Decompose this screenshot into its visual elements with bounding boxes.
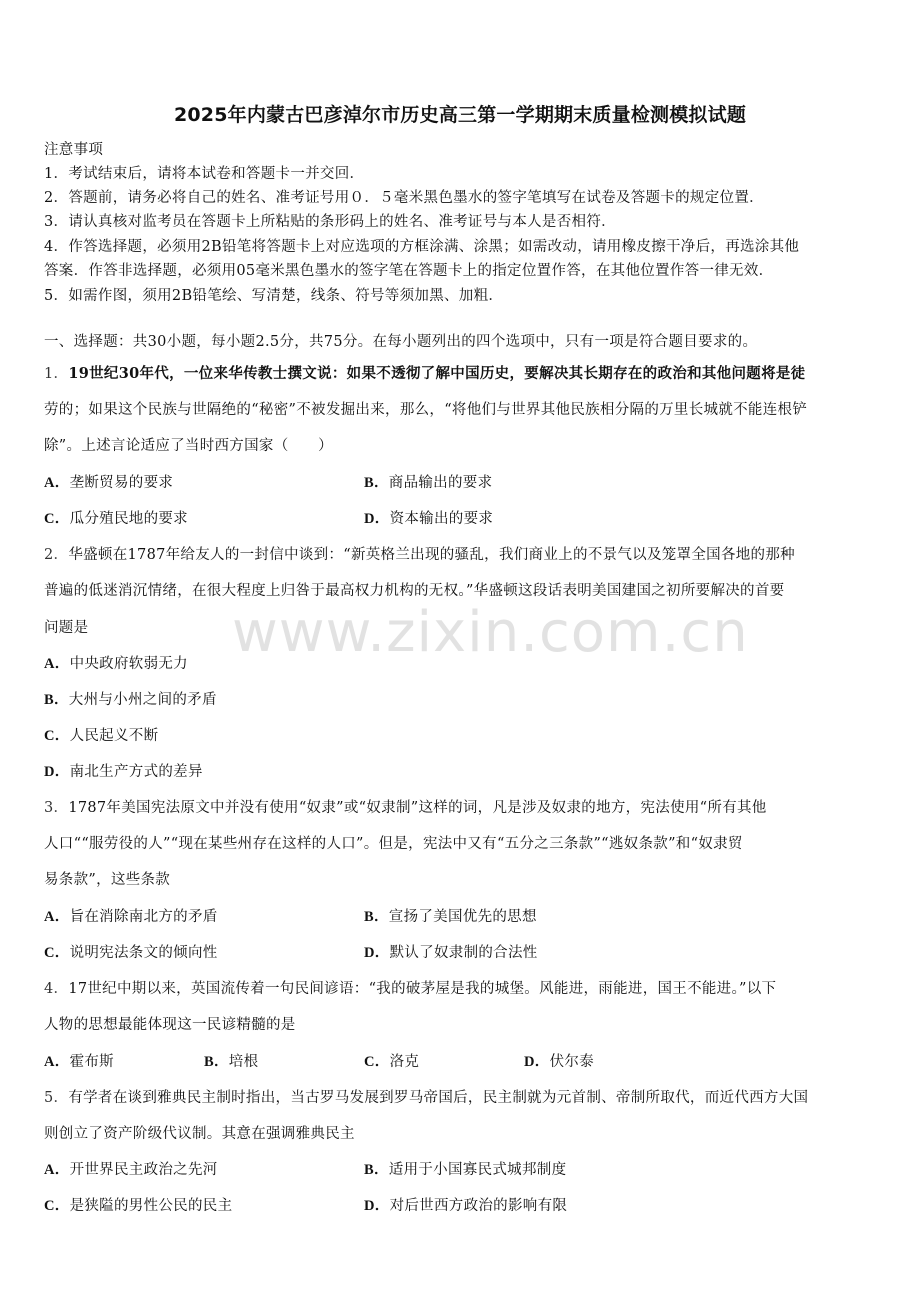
question-5-line (44, 1086, 880, 1107)
question-text: 华盛顿在1787年给友人的一封信中谈到：“新英格兰出现的骚乱，我们商业上的不景气以及笼罩全国各地的那种 (68, 547, 795, 563)
option-c[interactable]: C．人民起义不断 (44, 728, 159, 744)
question-1-line: 除”。上述言论适应了当时西方国家（ ） (44, 438, 333, 454)
question-3-line: 易条款”，这些条款 (44, 872, 171, 888)
option-a[interactable]: A．垄断贸易的要求 (44, 475, 174, 491)
option-c[interactable]: C．洛克 (364, 1054, 420, 1070)
question-1-line: 劳的；如果这个民族与世隔绝的“秘密”不被发掘出来，那么，“将他们与世界其他民族相分隔的万里长城就不能连根铲 (44, 402, 808, 418)
question-4-line: 人物的思想最能体现这一民谚精髓的是 (44, 1017, 296, 1033)
watermark: www.zixin.com.cn (232, 600, 749, 665)
option-b[interactable]: B．培根 (204, 1054, 259, 1070)
option-a[interactable]: A．旨在消除南北方的矛盾 (44, 909, 218, 925)
option-d[interactable]: D．默认了奴隶制的合法性 (364, 945, 538, 961)
question-3-line (44, 796, 880, 817)
option-c[interactable]: C．说明宪法条文的倾向性 (44, 945, 218, 961)
question-2-line: 普遍的低迷消沉情绪，在很大程度上归咎于最高权力机构的无权。”华盛顿这段话表明美国建国之初所要解决的首要 (44, 583, 785, 599)
option-d[interactable]: D．南北生产方式的差异 (44, 764, 203, 780)
question-text: 19世纪30年代，一位来华传教士撰文说：如果不透彻了解中国历史，要解决其长期存在的政治和其他问题将是徒 (68, 365, 806, 382)
page-title: 2025年内蒙古巴彦淖尔市历史高三第一学期期末质量检测模拟试题 (173, 104, 747, 126)
question-3-line: 人口““服劳役的人”“现在某些州存在这样的人口”。但是，宪法中又有“五分之三条款”“逃奴条款”和“奴隶贸 (44, 836, 743, 852)
option-a[interactable]: A．开世界民主政治之先河 (44, 1162, 218, 1178)
question-number: 4． (44, 981, 69, 997)
question-4-line (44, 977, 880, 998)
option-b[interactable]: B．商品输出的要求 (364, 475, 493, 491)
question-text: 有学者在谈到雅典民主制时指出，当古罗马发展到罗马帝国后，民主制就为元首制、帝制所取代，而近代西方大国 (68, 1090, 809, 1106)
option-b[interactable]: B．适用于小国寡民式城邦制度 (364, 1162, 567, 1178)
notice-item: 4．作答选择题，必须用2B铅笔将答题卡上对应选项的方框涂满、涂黑；如需改动，请用橡皮擦干净后，再选涂其他 (44, 239, 800, 255)
question-2-line (44, 543, 880, 564)
option-a[interactable]: A．中央政府软弱无力 (44, 656, 188, 672)
question-number: 3． (44, 800, 69, 816)
option-c[interactable]: C．瓜分殖民地的要求 (44, 511, 188, 527)
option-d[interactable]: D．对后世西方政治的影响有限 (364, 1198, 568, 1214)
notice-item: 2．答题前，请务必将自己的姓名、准考证号用０．５毫米黑色墨水的签字笔填写在试卷及答题卡的规定位置． (44, 190, 764, 206)
option-a[interactable]: A．霍布斯 (44, 1054, 114, 1070)
question-number: 5． (44, 1090, 69, 1106)
question-text: 1787年美国宪法原文中并没有使用“奴隶”或“奴隶制”这样的词，凡是涉及奴隶的地方，宪法使用“所有其他 (68, 800, 767, 816)
question-text: 17世纪中期以来，英国流传着一句民间谚语：“我的破茅屋是我的城堡。风能进，雨能进，国王不能进。”以下 (68, 981, 777, 997)
notice-item: 答案．作答非选择题，必须用05毫米黑色墨水的签字笔在答题卡上的指定位置作答，在其他位置作答一律无效． (44, 263, 774, 279)
question-number: 2． (44, 547, 69, 563)
question-2-line: 问题是 (44, 620, 89, 636)
question-number: 1． (44, 366, 69, 382)
notice-item: 5．如需作图，须用2B铅笔绘、写清楚，线条、符号等须加黑、加粗． (44, 288, 504, 304)
section-heading: 一、选择题：共30小题，每小题2.5分，共75分。在每小题列出的四个选项中，只有一项是符合题目要求的。 (44, 334, 758, 350)
notice-item: 1．考试结束后，请将本试卷和答题卡一并交回． (44, 166, 365, 182)
option-d[interactable]: D．资本输出的要求 (364, 511, 494, 527)
option-c[interactable]: C．是狭隘的男性公民的民主 (44, 1198, 233, 1214)
notice-heading: 注意事项 (44, 142, 104, 158)
question-1-line (44, 362, 880, 383)
notice-item: 3．请认真核对监考员在答题卡上所粘贴的条形码上的姓名、准考证号与本人是否相符． (44, 214, 616, 230)
option-d[interactable]: D．伏尔泰 (524, 1054, 594, 1070)
question-5-line: 则创立了资产阶级代议制。其意在强调雅典民主 (44, 1126, 355, 1142)
option-b[interactable]: B．大州与小州之间的矛盾 (44, 692, 217, 708)
option-b[interactable]: B．宣扬了美国优先的思想 (364, 909, 537, 925)
